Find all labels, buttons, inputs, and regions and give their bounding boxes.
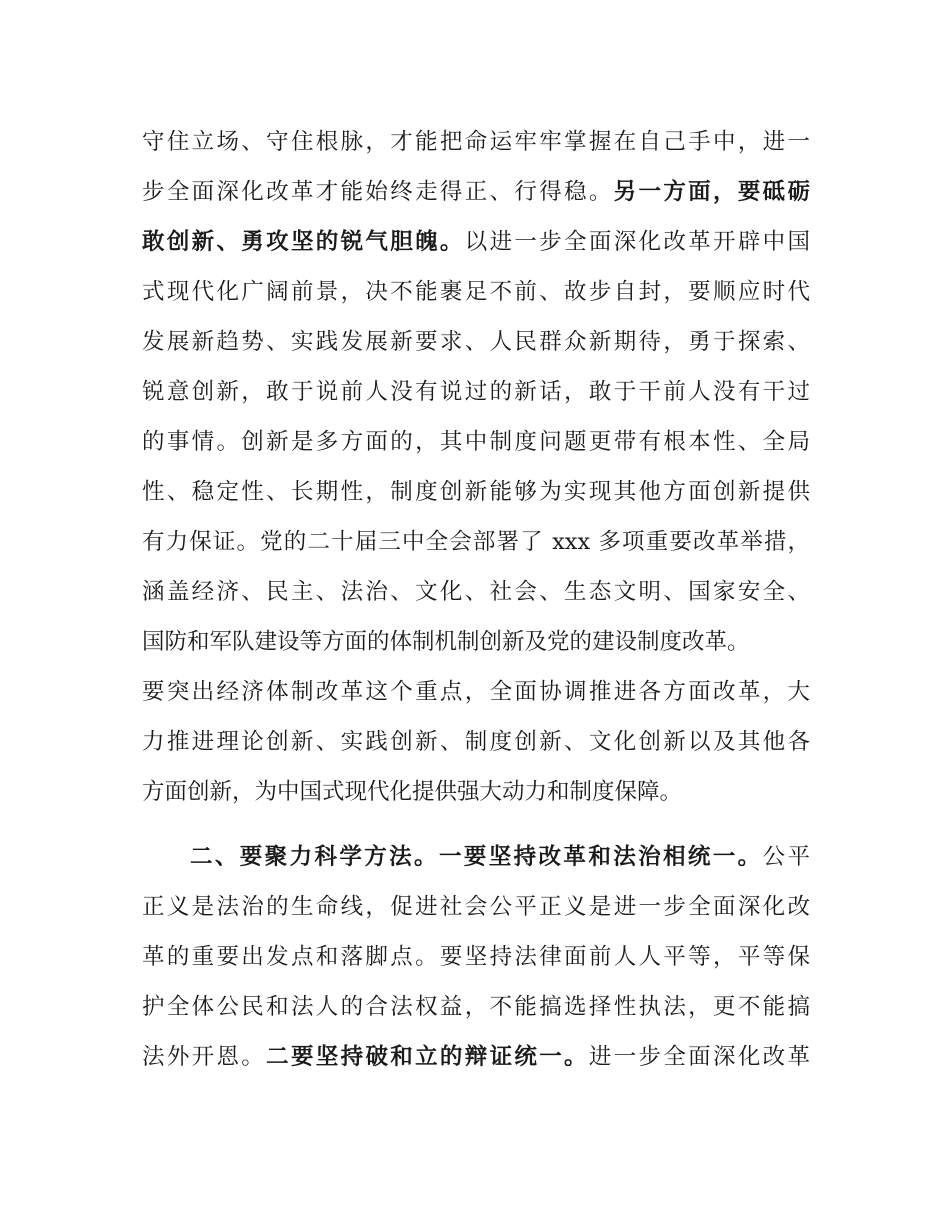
text-line: 敢创新、勇攻坚的锐气胆魄。以进一步全面深化改革开辟中国 <box>142 229 810 255</box>
section-heading-line: 二、要聚力科学方法。一要坚持改革和法治相统一。公平 <box>190 844 810 870</box>
text-line: 护全体公民和法人的合法权益，不能搞选择性执法，更不能搞 <box>142 994 810 1020</box>
text-line: 锐意创新，敢于说前人没有说过的新话，敢于干前人没有干过 <box>142 379 810 405</box>
text-line: 式现代化广阔前景，决不能裹足不前、故步自封，要顺应时代 <box>142 279 810 305</box>
text-line: 涵盖经济、民主、法治、文化、社会、生态文明、国家安全、 <box>142 579 810 605</box>
text-line: 方面创新，为中国式现代化提供强大动力和制度保障。 <box>142 779 683 805</box>
text-line: 性、稳定性、长期性，制度创新能够为实现其他方面创新提供 <box>142 479 810 505</box>
text-line: 要突出经济体制改革这个重点，全面协调推进各方面改革，大 <box>142 679 810 705</box>
text-line: 的事情。创新是多方面的，其中制度问题更带有根本性、全局 <box>142 429 810 455</box>
text-line: 力推进理论创新、实践创新、制度创新、文化创新以及其他各 <box>142 729 810 755</box>
text-line: 有力保证。党的二十届三中全会部署了 xxx 多项重要改革举措， <box>142 529 810 555</box>
text-line: 守住立场、守住根脉，才能把命运牢牢掌握在自己手中，进一 <box>142 129 810 155</box>
text-line: 发展新趋势、实践发展新要求、人民群众新期待，勇于探索、 <box>142 329 810 355</box>
text-line: 法外开恩。二要坚持破和立的辩证统一。进一步全面深化改革 <box>142 1044 810 1070</box>
text-line: 革的重要出发点和落脚点。要坚持法律面前人人平等，平等保 <box>142 944 810 970</box>
text-line: 正义是法治的生命线，促进社会公平正义是进一步全面深化改 <box>142 894 810 920</box>
text-line: 国防和军队建设等方面的体制机制创新及党的建设制度改革。 <box>142 629 750 655</box>
text-line: 步全面深化改革才能始终走得正、行得稳。另一方面，要砥砺 <box>142 179 810 205</box>
